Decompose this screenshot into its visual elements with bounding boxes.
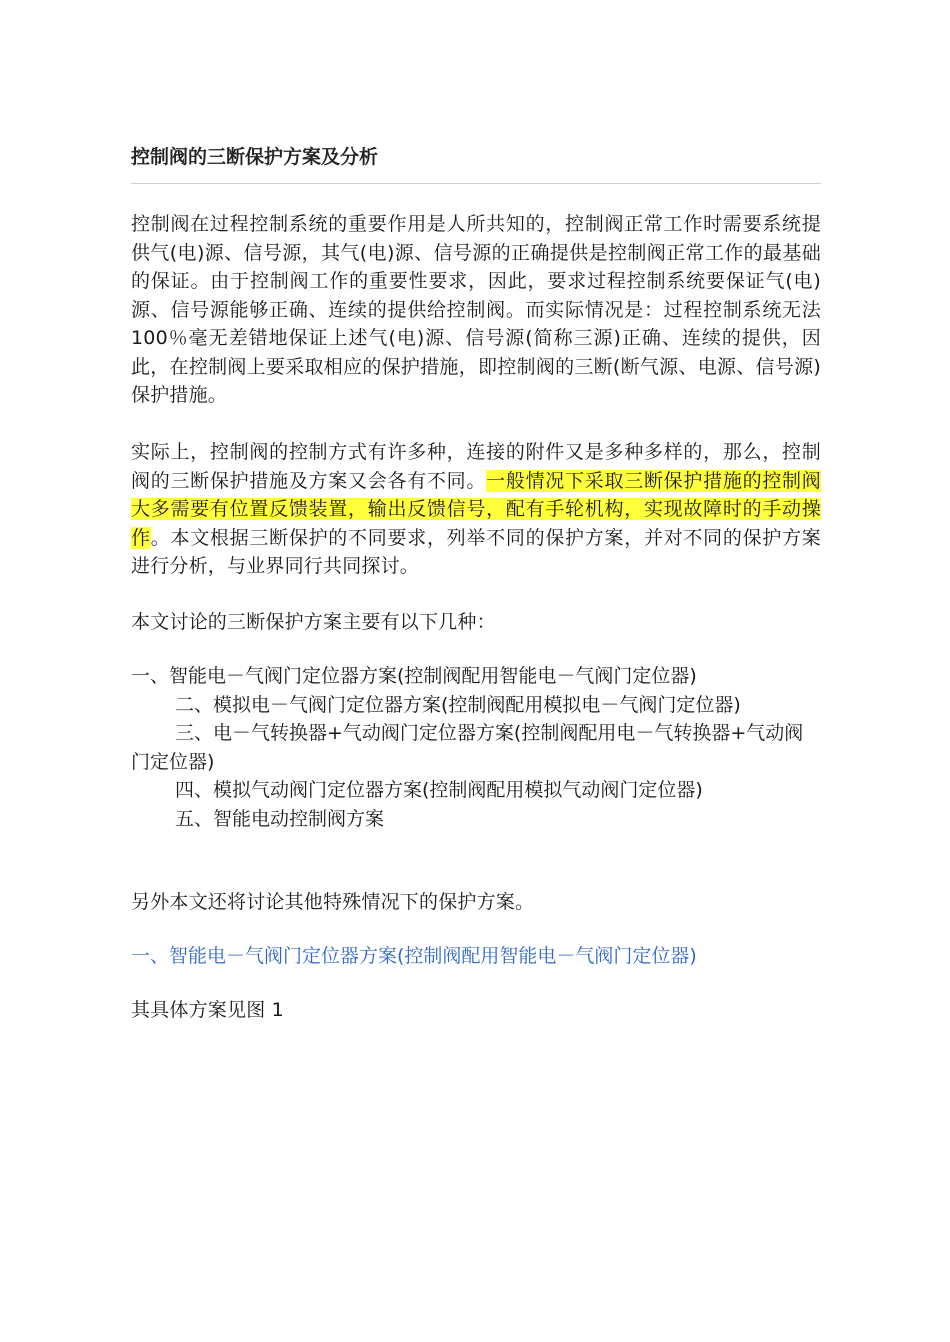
document-title: 控制阀的三断保护方案及分析 bbox=[131, 146, 379, 168]
list-item: 四、模拟气动阀门定位器方案(控制阀配用模拟气动阀门定位器) bbox=[175, 779, 703, 801]
paragraph-measures bbox=[131, 438, 821, 581]
list-item: 五、智能电动控制阀方案 bbox=[175, 807, 385, 830]
list-item: 一、智能电－气阀门定位器方案(控制阀配用智能电－气阀门定位器) bbox=[131, 665, 697, 687]
paragraph-other: 另外本文还将讨论其他特殊情况下的保护方案。 bbox=[131, 891, 535, 913]
title-divider bbox=[131, 183, 821, 184]
list-item: 二、模拟电－气阀门定位器方案(控制阀配用模拟电－气阀门定位器) bbox=[175, 693, 741, 716]
section-heading-1: 一、智能电－气阀门定位器方案(控制阀配用智能电－气阀门定位器) bbox=[131, 945, 697, 967]
highlighted-text: 一般情况下采取三断保护措施的控制阀大多需要有位置反馈装置，输出反馈信号，配有手轮机构，实现故障时的手动操作 bbox=[131, 469, 821, 549]
paragraph-measures-text-1: 实际上，控制阀的控制方式有许多种，连接的附件又是多种多样的，那么，控制阀的三断保护措施及方案又会各有不同。 bbox=[131, 441, 821, 492]
paragraph-figure-ref: 其具体方案见图 1 bbox=[131, 999, 284, 1021]
paragraph-measures-text-2: 。本文根据三断保护的不同要求，列举不同的保护方案，并对不同的保护方案进行分析，与业界同行共同探讨。 bbox=[131, 526, 821, 577]
paragraph-list-intro: 本文讨论的三断保护方案主要有以下几种： bbox=[131, 611, 496, 633]
scheme-list bbox=[131, 662, 821, 833]
list-item: 三、电－气转换器+气动阀门定位器方案(控制阀配用电－气转换器+气动阀门定位器) bbox=[131, 722, 804, 773]
paragraph-intro: 控制阀在过程控制系统的重要作用是人所共知的，控制阀正常工作时需要系统提供气(电)源、信号源，其气(电)源、信号源的正确提供是控制阀正常工作的最基础的保证。由于控制阀工作的重要性要求，因此，要求过程控制系统要保证气(电)源、信号源能够正确、连续的提供给控制阀。而实际情况是：过程控制系统无法 100％毫无差错地保证上述气(电)源、信号源(简称三源)正确、连续的提供，因此，在控制阀上要采取相应的保护措施，即控制阀的三断(断气源、电源、信号源)保护措施。 bbox=[131, 213, 821, 406]
